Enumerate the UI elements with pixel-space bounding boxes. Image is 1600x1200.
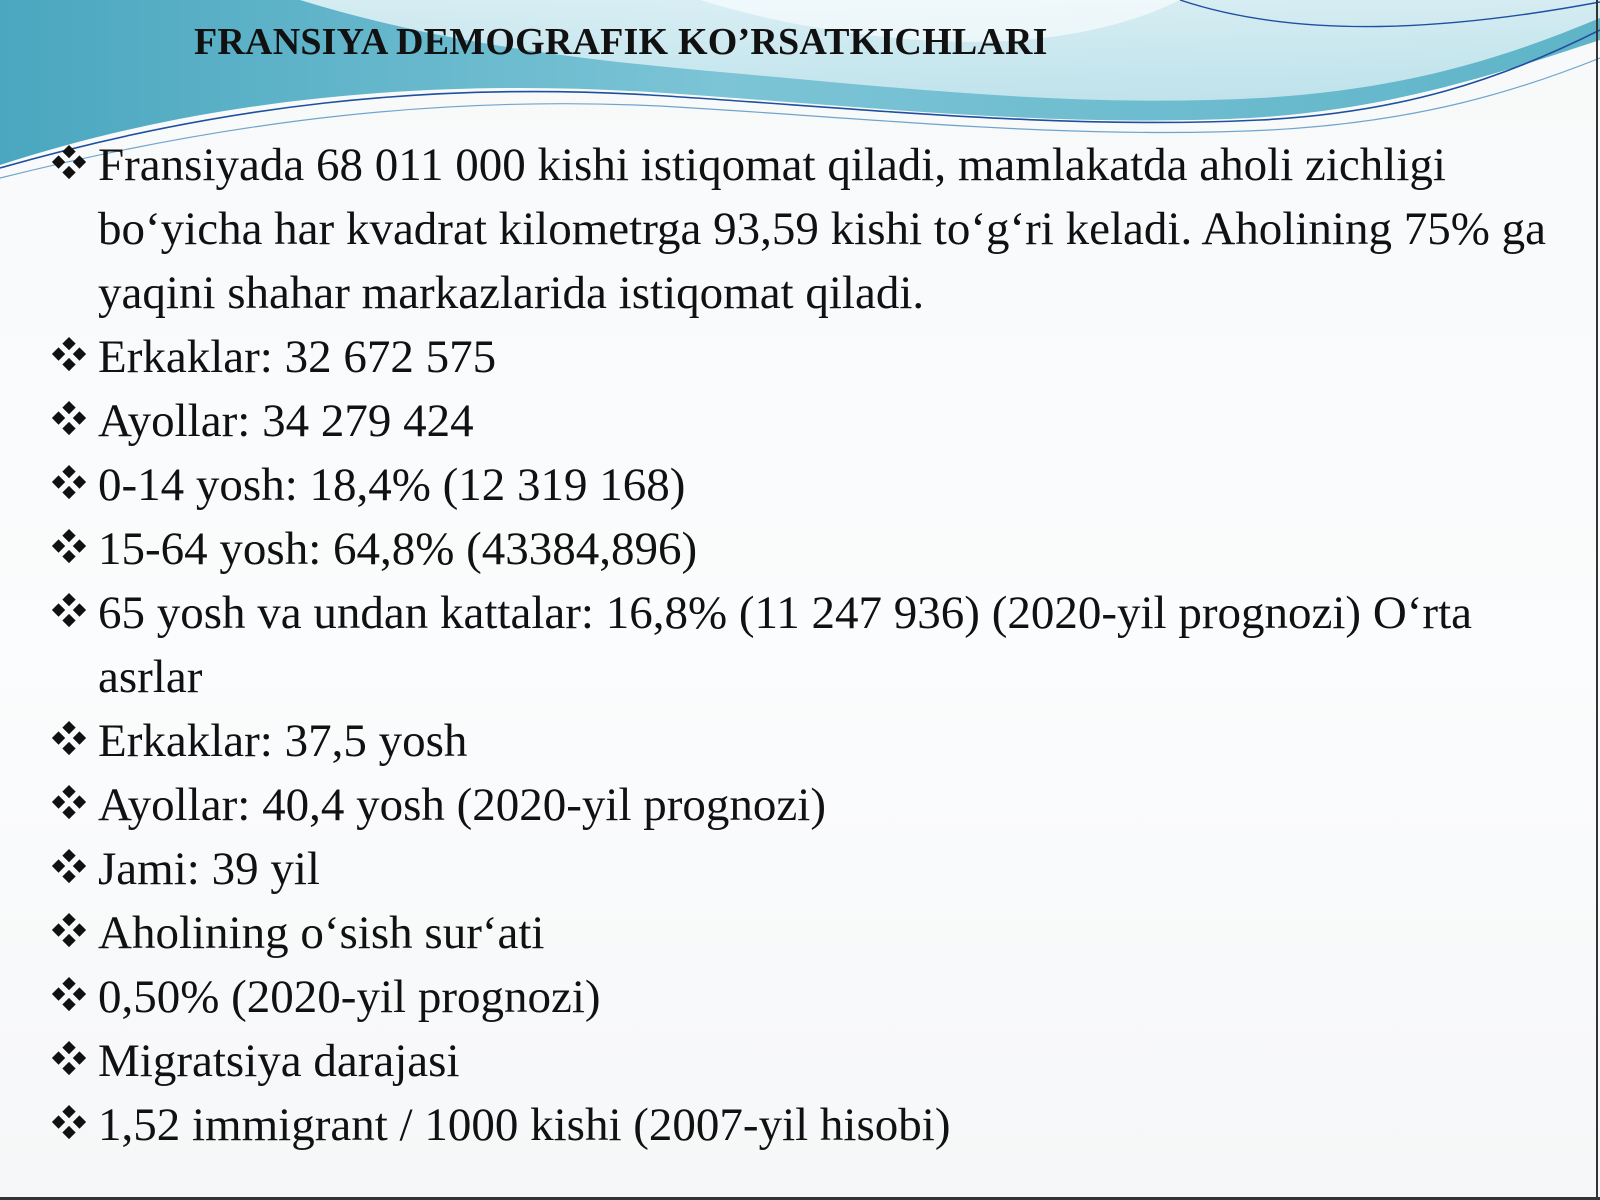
bullet-text: 0,50% (2020-yil prognozi) — [98, 971, 601, 1023]
four-diamond-bullet-icon — [50, 848, 88, 886]
bullet-text: 65 yosh va undan kattalar: 16,8% (11 247 936) (2020-yil prognozi) O‘rta asrlar — [98, 587, 1472, 703]
bullet-item — [50, 709, 1570, 773]
bullet-item — [50, 325, 1570, 389]
bullet-text: 15-64 yosh: 64,8% (43384,896) — [98, 523, 698, 575]
bullet-text: Migratsiya darajasi — [98, 1035, 460, 1087]
four-diamond-bullet-icon — [50, 528, 88, 566]
slide-title: FRANSIYA DEMOGRAFIK KO’RSATKICHLARI — [194, 21, 1048, 63]
bullet-item — [50, 453, 1570, 517]
bullet-item — [50, 133, 1570, 325]
bullet-item — [50, 837, 1570, 901]
four-diamond-bullet-icon — [50, 912, 88, 950]
four-diamond-bullet-icon — [50, 784, 88, 822]
slide-border-right — [1596, 0, 1598, 1200]
bullet-text: 1,52 immigrant / 1000 kishi (2007-yil hisobi) — [98, 1099, 951, 1151]
bullet-item — [50, 1093, 1570, 1157]
bullet-text: 0-14 yosh: 18,4% (12 319 168) — [98, 459, 686, 511]
four-diamond-bullet-icon — [50, 336, 88, 374]
four-diamond-bullet-icon — [50, 1040, 88, 1078]
bullet-text: Fransiyada 68 011 000 kishi istiqomat qiladi, mamlakatda aholi zichligi bo‘yicha har kvadrat kilometrga 93,59 kishi to‘g‘ri keladi. Aholining 75% ga yaqini shahar markazlarida istiqomat qiladi. — [98, 139, 1546, 319]
bullet-text: Erkaklar: 37,5 yosh — [98, 715, 468, 767]
four-diamond-bullet-icon — [50, 144, 88, 182]
bullet-item — [50, 901, 1570, 965]
bullet-item — [50, 773, 1570, 837]
four-diamond-bullet-icon — [50, 1104, 88, 1142]
bullet-text: Ayollar: 34 279 424 — [98, 395, 474, 447]
four-diamond-bullet-icon — [50, 400, 88, 438]
four-diamond-bullet-icon — [50, 464, 88, 502]
bullet-item — [50, 389, 1570, 453]
bullet-item — [50, 581, 1570, 709]
bullet-text: Ayollar: 40,4 yosh (2020-yil prognozi) — [98, 779, 826, 831]
bullet-text: Jami: 39 yil — [98, 843, 320, 895]
bullet-item — [50, 965, 1570, 1029]
bullet-list — [50, 133, 1570, 1157]
four-diamond-bullet-icon — [50, 976, 88, 1014]
four-diamond-bullet-icon — [50, 592, 88, 630]
bullet-text: Aholining o‘sish sur‘ati — [98, 907, 545, 959]
bullet-item — [50, 1029, 1570, 1093]
four-diamond-bullet-icon — [50, 720, 88, 758]
bullet-text: Erkaklar: 32 672 575 — [98, 331, 497, 383]
bullet-item — [50, 517, 1570, 581]
